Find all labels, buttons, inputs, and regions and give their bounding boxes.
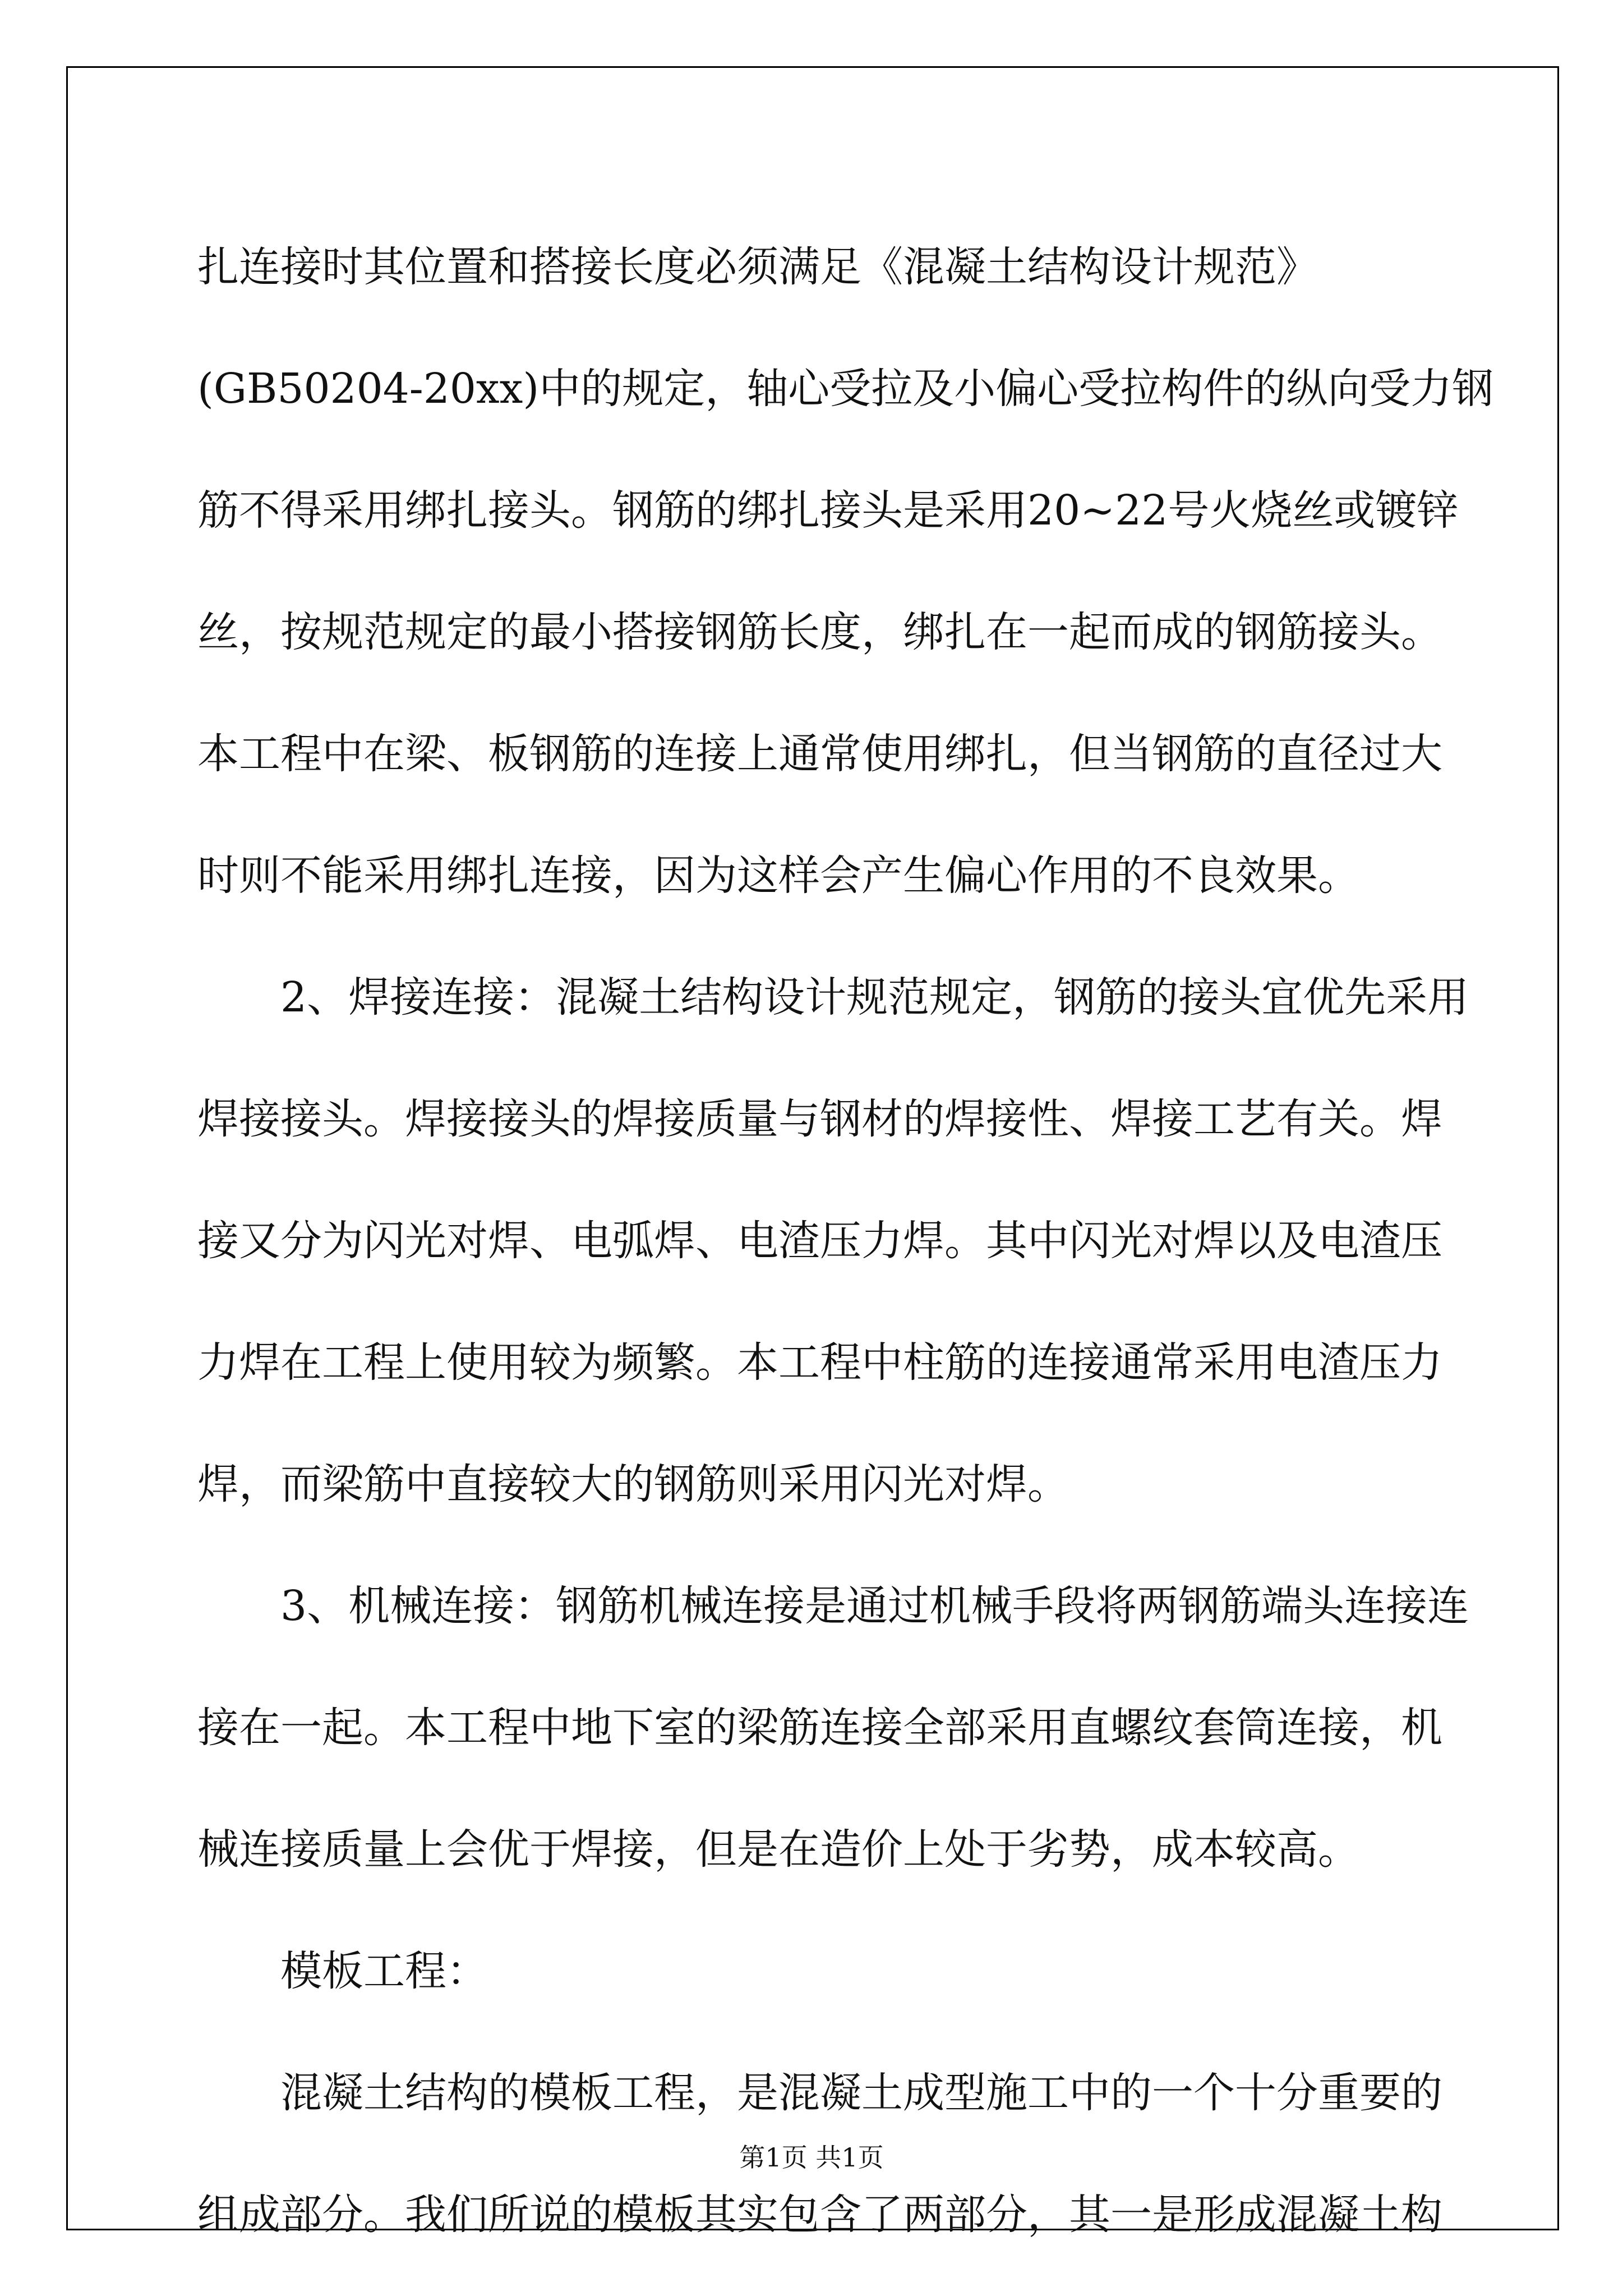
page-footer: 第1页 共1页 [739,2142,884,2173]
text-line: 组成部分。我们所说的模板其实包含了两部分，其一是形成混凝土构 [197,2191,1442,2239]
text-line: 模板工程： [280,1947,488,1995]
paragraph-2 [197,937,1469,1545]
text-line: 混凝土结构的模板工程，是混凝土成型施工中的一个十分重要的 [280,2069,1442,2117]
text-line: 筋不得采用绑扎接头。钢筋的绑扎接头是采用20~22号火烧丝或镀锌 [197,486,1459,535]
text-line: (GB50204-20xx)中的规定，轴心受拉及小偏心受拉构件的纵向受力钢 [197,365,1494,413]
text-line: 时则不能采用绑扎连接，因为这样会产生偏心作用的不良效果。 [197,852,1359,900]
paragraph-1 [197,206,1494,937]
text-line: 接又分为闪光对焊、电弧焊、电渣压力焊。其中闪光对焊以及电渣压 [197,1217,1442,1265]
text-line: 械连接质量上会优于焊接，但是在造价上处于劣势，成本较高。 [197,1825,1359,1874]
text-line: 接在一起。本工程中地下室的梁筋连接全部采用直螺纹套筒连接，机 [197,1704,1442,1752]
text-line: 焊接接头。焊接接头的焊接质量与钢材的焊接性、焊接工艺有关。焊 [197,1095,1442,1143]
text-line: 丝，按规范规定的最小搭接钢筋长度，绑扎在一起而成的钢筋接头。 [197,608,1442,656]
document-body [197,206,1494,2276]
text-line: 本工程中在梁、板钢筋的连接上通常使用绑扎，但当钢筋的直径过大 [197,730,1442,778]
text-line: 力焊在工程上使用较为频繁。本工程中柱筋的连接通常采用电渣压力 [197,1338,1442,1387]
text-line: 焊，而梁筋中直接较大的钢筋则采用闪光对焊。 [197,1460,1069,1508]
section-heading [197,1911,1431,2032]
paragraph-3 [197,1545,1469,1911]
text-line: 扎连接时其位置和搭接长度必须满足《混凝土结构设计规范》 [197,243,1318,291]
text-line: 3、机械连接：钢筋机械连接是通过机械手段将两钢筋端头连接连 [280,1582,1469,1630]
text-line: 2、焊接连接：混凝土结构设计规范规定，钢筋的接头宜优先采用 [280,973,1469,1022]
